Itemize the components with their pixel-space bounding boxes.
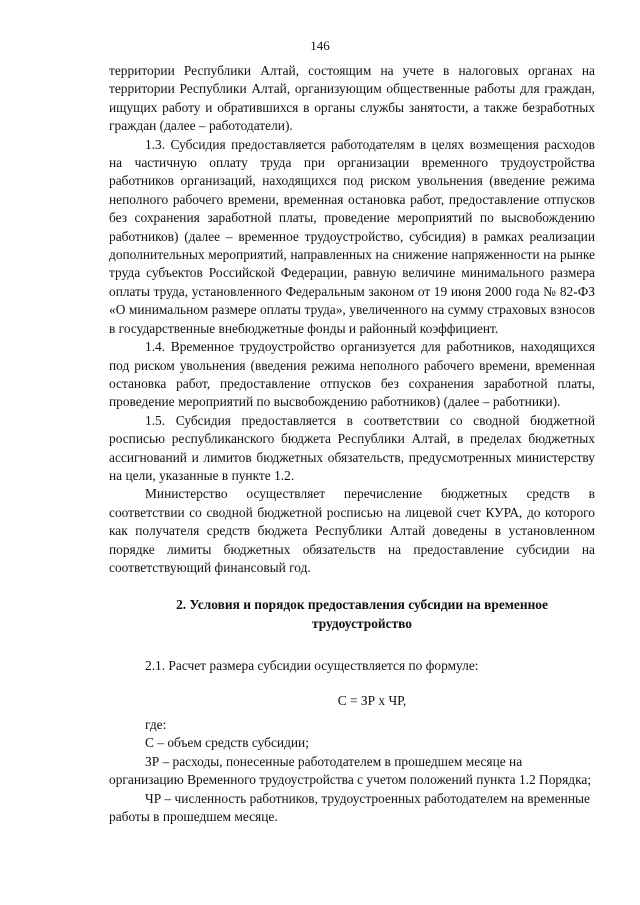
definition-zr: ЗР – расходы, понесенные работодателем в прошедшем месяце на организацию Временного трудоустройства с учетом положений пункта 1.2 Порядка; [109, 753, 592, 788]
definition-chr: ЧР – численность работников, трудоустроенных работодателем на временные работы в прошедшем месяце. [109, 790, 590, 825]
formula: С = ЗР х ЧР, [337, 692, 407, 708]
paragraph-employers-definition: территории Республики Алтай, состоящим на учете в налоговых органах на территории Республики Алтай, организующим общественные работы для граждан, ищущих работу и обратившихся в органы службы занятости, а также безработных граждан (далее – работодатели). [109, 63, 595, 134]
page-number: 146 [310, 38, 330, 53]
paragraph-1-4: 1.4. Временное трудоустройство организуется для работников, находящихся под риском увольнения (введения режима неполного рабочего времени, временная остановка работ, предоставление отпусков без сохранения заработной платы, проведение мероприятий по высвобождению работников) (далее – работники). [109, 339, 595, 410]
definition-c: С – объем средств субсидии; [145, 735, 309, 751]
paragraph-ministry-transfer: Министерство осуществляет перечисление бюджетных средств в соответствии со сводной бюджетной росписью на лицевой счет КУРА, до которого как получателя средств бюджета Республики Алтай доведены в установленном порядке лимиты бюджетных обязательств на предоставление субсидии на соответствующий финансовый год. [109, 486, 595, 575]
paragraph-1-5: 1.5. Субсидия предоставляется в соответствии со сводной бюджетной росписью республиканского бюджета Республики Алтай, в пределах бюджетных ассигнований и лимитов бюджетных обязательств, предусмотренных министерству на цели, указанные в пункте 1.2. [109, 412, 595, 483]
document-body [109, 62, 595, 826]
formula-where-label: где: [145, 717, 167, 732]
paragraph-1-3: 1.3. Субсидия предоставляется работодателям в целях возмещения расходов на частичную оплату труда при организации временного трудоустройства работников организаций, находящихся под риском увольнения (введение режима неполного рабочего времени, временная остановка работ, предоставление отпусков без сохранения заработной платы, проведение мероприятий по высвобождению работников) (далее – временное трудоустройство, субсидия) в рамках реализации дополнительных мероприятий, направленных на снижение напряженности на рынке труда субъектов Российской Федерации, равную величине минимального размера оплаты труда, установленного Федеральным законом от 19 июня 2000 года № 82-ФЗ «О минимальном размере оплаты труда», увеличенного на сумму страховых взносов в государственные внебюджетные фонды и районный коэффициент. [109, 136, 595, 336]
section-title: 2. Условия и порядок предоставления субсидии на временное трудоустройство [176, 597, 548, 631]
paragraph-2-1: 2.1. Расчет размера субсидии осуществляется по формуле: [145, 658, 479, 674]
